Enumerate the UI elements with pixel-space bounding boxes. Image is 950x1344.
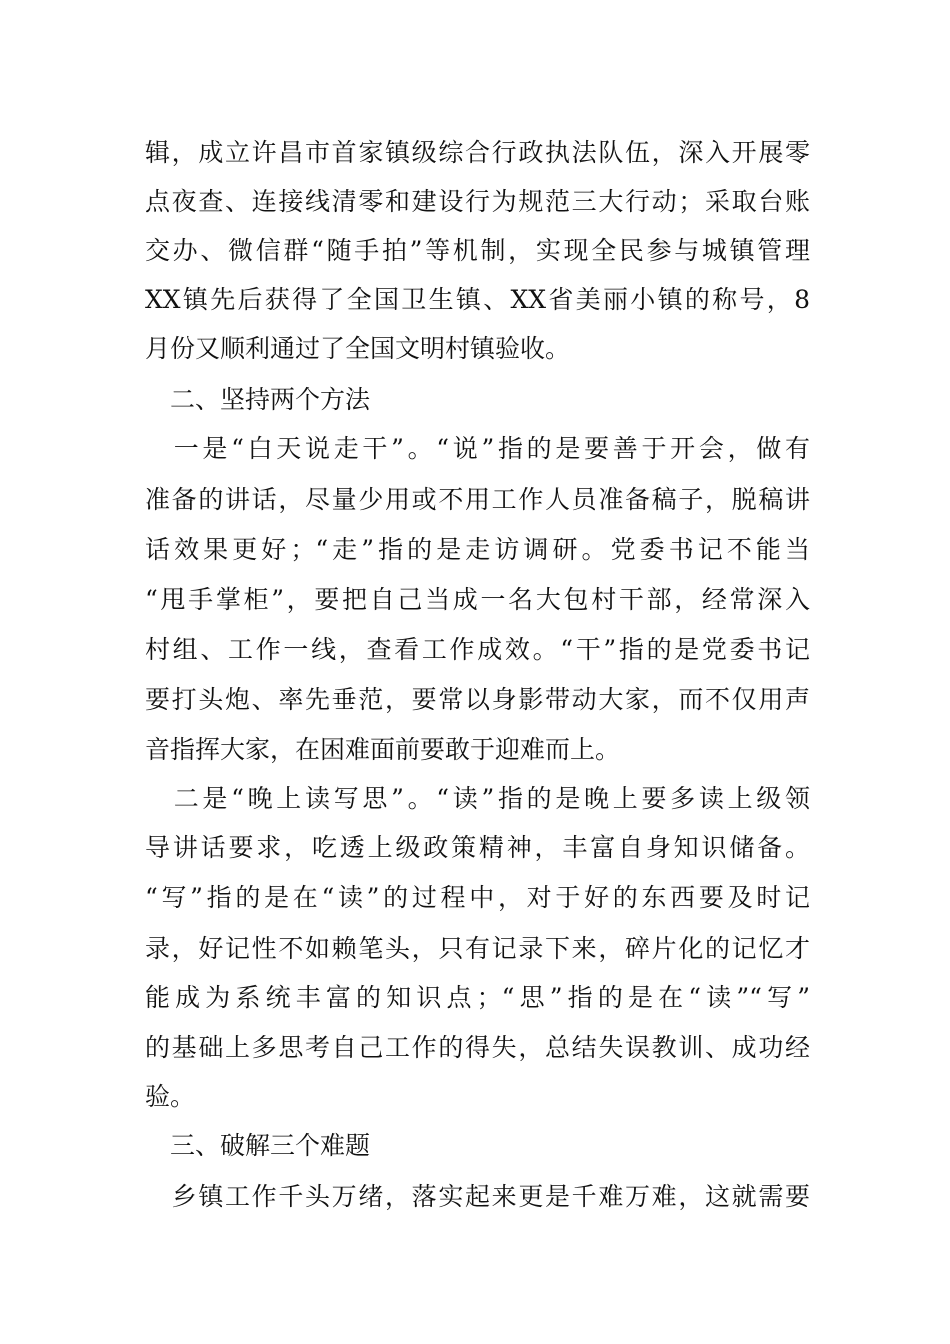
paragraph-line: 能成为系统丰富的知识点；“思”指的是在“读”“写”: [145, 983, 810, 1012]
paragraph-line: 辑，成立许昌市首家镇级综合行政执法队伍，深入开展零: [145, 138, 810, 167]
paragraph-line: 二是“晚上读写思”。“读”指的是晚上要多读上级领: [145, 784, 810, 813]
paragraph-line: 音指挥大家，在困难面前要敢于迎难而上。: [145, 735, 621, 764]
paragraph-line: 话效果更好；“走”指的是走访调研。党委书记不能当: [145, 535, 810, 564]
paragraph-line: “甩手掌柜”，要把自己当成一名大包村干部，经常深入: [145, 585, 810, 614]
paragraph-line: 录，好记性不如赖笔头，只有记录下来，碎片化的记忆才: [145, 934, 810, 963]
paragraph-line: 月份又顺利通过了全国文明村镇验收。: [145, 334, 571, 363]
paragraph-line: 验。: [145, 1082, 196, 1111]
section-heading: 三、破解三个难题: [145, 1131, 371, 1160]
paragraph-line: 村组、工作一线，查看工作成效。“干”指的是党委书记: [145, 635, 810, 664]
paragraph-line: 乡镇工作千头万绪，落实起来更是千难万难，这就需要: [145, 1182, 810, 1211]
paragraph-line: “写”指的是在“读”的过程中，对于好的东西要及时记: [145, 883, 810, 912]
paragraph-line: 交办、微信群“随手拍”等机制，实现全民参与城镇管理: [145, 236, 810, 265]
paragraph-line: 导讲话要求，吃透上级政策精神，丰富自身知识储备。: [145, 833, 810, 862]
paragraph-line: 要打头炮、率先垂范，要常以身影带动大家，而不仅用声: [145, 685, 810, 714]
paragraph-line: 的基础上多思考自己工作的得失，总结失误教训、成功经: [145, 1033, 810, 1062]
paragraph-line: 准备的讲话，尽量少用或不用工作人员准备稿子，脱稿讲: [145, 485, 810, 514]
paragraph-line: 一是“白天说走干”。“说”指的是要善于开会，做有: [145, 434, 810, 463]
paragraph-line: 点夜查、连接线清零和建设行为规范三大行动；采取台账: [145, 187, 810, 216]
paragraph-line: XX镇先后获得了全国卫生镇、XX省美丽小镇的称号，8: [145, 285, 810, 314]
section-heading: 二、坚持两个方法: [145, 385, 371, 414]
